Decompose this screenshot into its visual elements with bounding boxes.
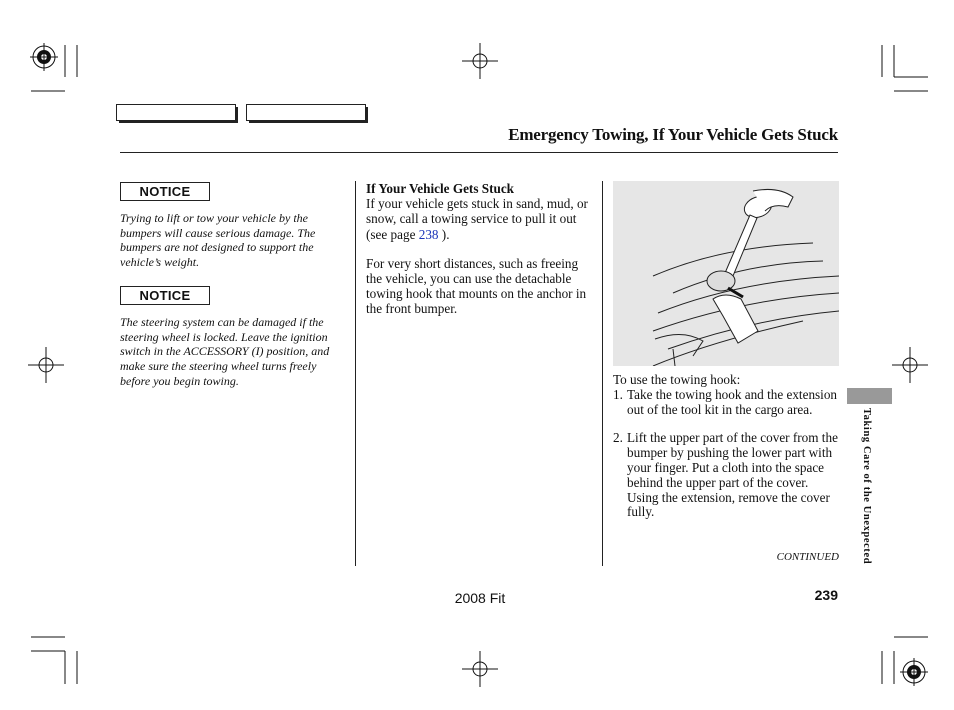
towing-hook-instructions [613, 373, 839, 520]
nav-box-left[interactable] [116, 104, 236, 121]
stuck-section [366, 181, 594, 317]
footer-model: 2008 Fit [454, 590, 506, 606]
step-2-text: Lift the upper part of the cover from the bumper by pushing the lower part with your finger. Put a cloth into the space behind the upper part of the cover. Using the extension, remove the cover fully. [627, 430, 838, 520]
step-2 [613, 431, 839, 520]
paragraph-text: If your vehicle gets stuck in sand, mud, or snow, call a towing service to pull it out (see page [366, 196, 588, 242]
nav-box-right[interactable] [246, 104, 366, 121]
continued-label: CONTINUED [776, 551, 839, 563]
title-divider [120, 152, 838, 153]
notice-label-2: NOTICE [120, 286, 210, 305]
step-2-number: 2. [613, 430, 623, 446]
paragraph-text-end: ). [438, 226, 450, 242]
stuck-paragraph [366, 196, 594, 242]
section-heading: If Your Vehicle Gets Stuck [366, 181, 515, 196]
column-divider-1 [355, 181, 356, 566]
towing-hook-illustration [613, 181, 839, 366]
step-1-text: Take the towing hook and the extension out of the tool kit in the cargo area. [627, 386, 838, 417]
page-title: Emergency Towing, If Your Vehicle Gets Stuck [508, 125, 838, 144]
step-1-number: 1. [613, 386, 623, 402]
step-1 [613, 388, 839, 418]
notice-text-1: Trying to lift or tow your vehicle by the bumpers will cause serious damage. The bumpers are not designed to support the vehicle’s weight. [120, 211, 316, 270]
notice-text-2: The steering system can be damaged if the steering wheel is locked. Leave the ignition switch in the ACCESSORY (I) position, and make sure the steering wheel turns freely before you begin towing. [120, 315, 330, 388]
illustration-drawing [613, 181, 839, 366]
column-divider-2 [602, 181, 603, 566]
page-number: 239 [814, 587, 838, 603]
section-tab[interactable] [847, 388, 892, 404]
page-link[interactable]: 238 [418, 226, 439, 242]
short-distance-paragraph: For very short distances, such as freeing the vehicle, you can use the detachable towing hook that mounts on the anchor in the front bumper. [366, 255, 587, 317]
section-tab-label: Taking Care of the Unexpected [861, 408, 872, 565]
instructions-intro: To use the towing hook: [613, 372, 741, 387]
notice-label-1: NOTICE [120, 182, 210, 201]
